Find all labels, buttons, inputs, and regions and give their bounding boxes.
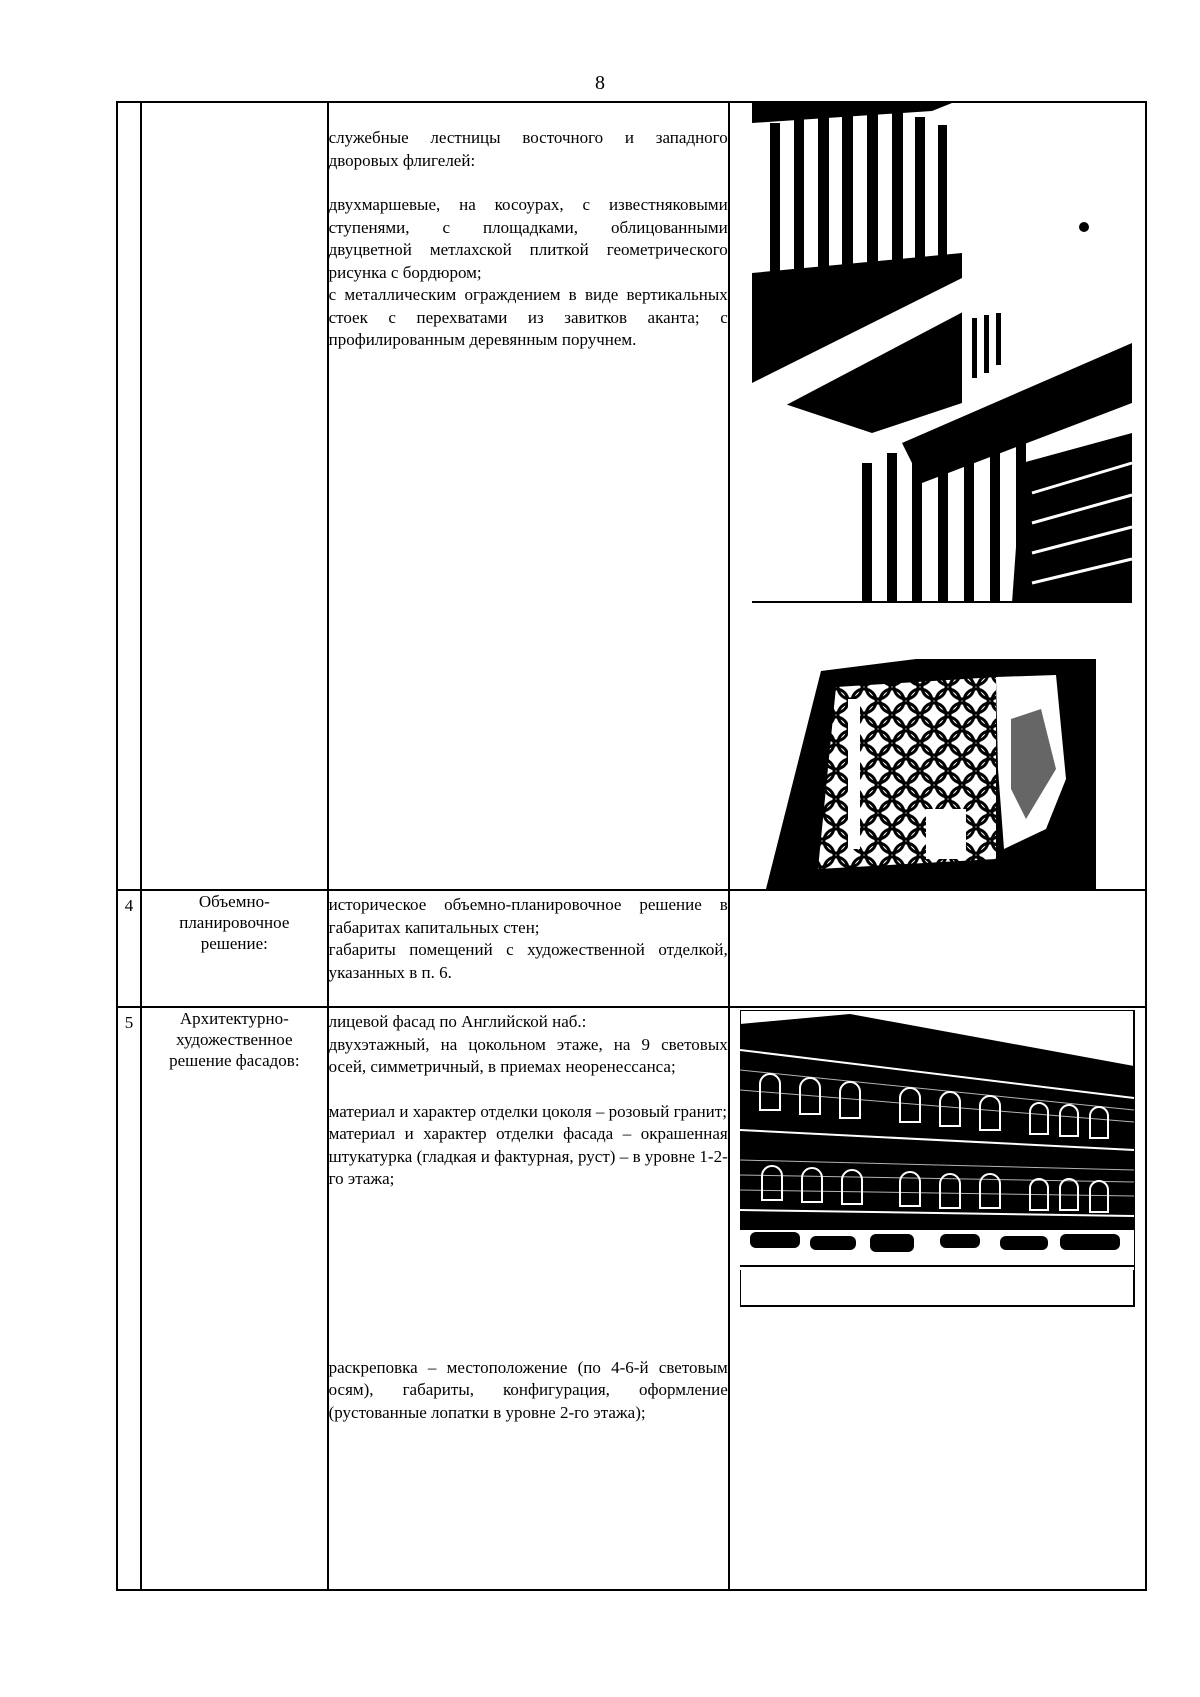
table-row: [117, 102, 1146, 890]
subject-cell: Архитектурно-художественное решение фасадов:: [141, 1007, 328, 1590]
protection-subject-table: [116, 101, 1147, 1591]
page-number: 8: [595, 72, 605, 94]
photo-cell: [729, 1007, 1146, 1590]
description-paragraph: служебные лестницы восточного и западного дворовых флигелей:: [328, 128, 728, 170]
subject-cell: Объемно-планировочное решение:: [141, 890, 328, 1007]
tiled-landing-photo: [766, 659, 1180, 889]
row-number-cell: 4: [117, 890, 141, 1007]
description-paragraph: габариты помещений с художественной отделкой, указанных в п. 6.: [328, 940, 728, 982]
photo-cell: [729, 102, 1146, 890]
table-row: [117, 890, 1146, 1007]
description-paragraph: двухэтажный, на цокольном этаже, на 9 световых осей, симметричный, в приемах неоренессанса;: [328, 1034, 728, 1076]
description-paragraph: лицевой фасад по Английской наб.:: [328, 1012, 587, 1031]
staircase-photo: [752, 103, 1166, 603]
description-cell: [328, 102, 729, 890]
description-cell: [328, 1007, 729, 1590]
description-cell: [328, 890, 729, 1007]
description-paragraph: двухмаршевые, на косоурах, с известняковыми ступенями, с площадками, облицованными двуцветной метлахской плиткой геометрического рисунка с бордюром;: [328, 195, 728, 282]
description-paragraph: раскреповка – местоположение (по 4-6-й световым осям), габариты, конфигурация, оформление (рустованные лопатки в уровне 2-го этажа);: [328, 1357, 728, 1422]
row-number-cell: 5: [117, 1007, 141, 1590]
table-row: [117, 1007, 1146, 1590]
photo-cell: [729, 890, 1146, 1007]
description-paragraph: историческое объемно-планировочное решение в габаритах капитальных стен;: [328, 895, 728, 937]
description-paragraph: материал и характер отделки цоколя – розовый гранит;: [328, 1101, 727, 1121]
subject-cell: [141, 102, 328, 890]
row-number-cell: [117, 102, 141, 890]
description-paragraph: материал и характер отделки фасада – окрашенная штукатурка (гладкая и фактурная, руст) – в уровне 1-2-го этажа;: [328, 1124, 728, 1188]
facade-photo: [740, 1010, 1154, 1310]
description-paragraph: с металлическим ограждением в виде вертикальных стоек с перехватами из завитков аканта; с профилированным деревянным поручнем.: [328, 285, 728, 349]
